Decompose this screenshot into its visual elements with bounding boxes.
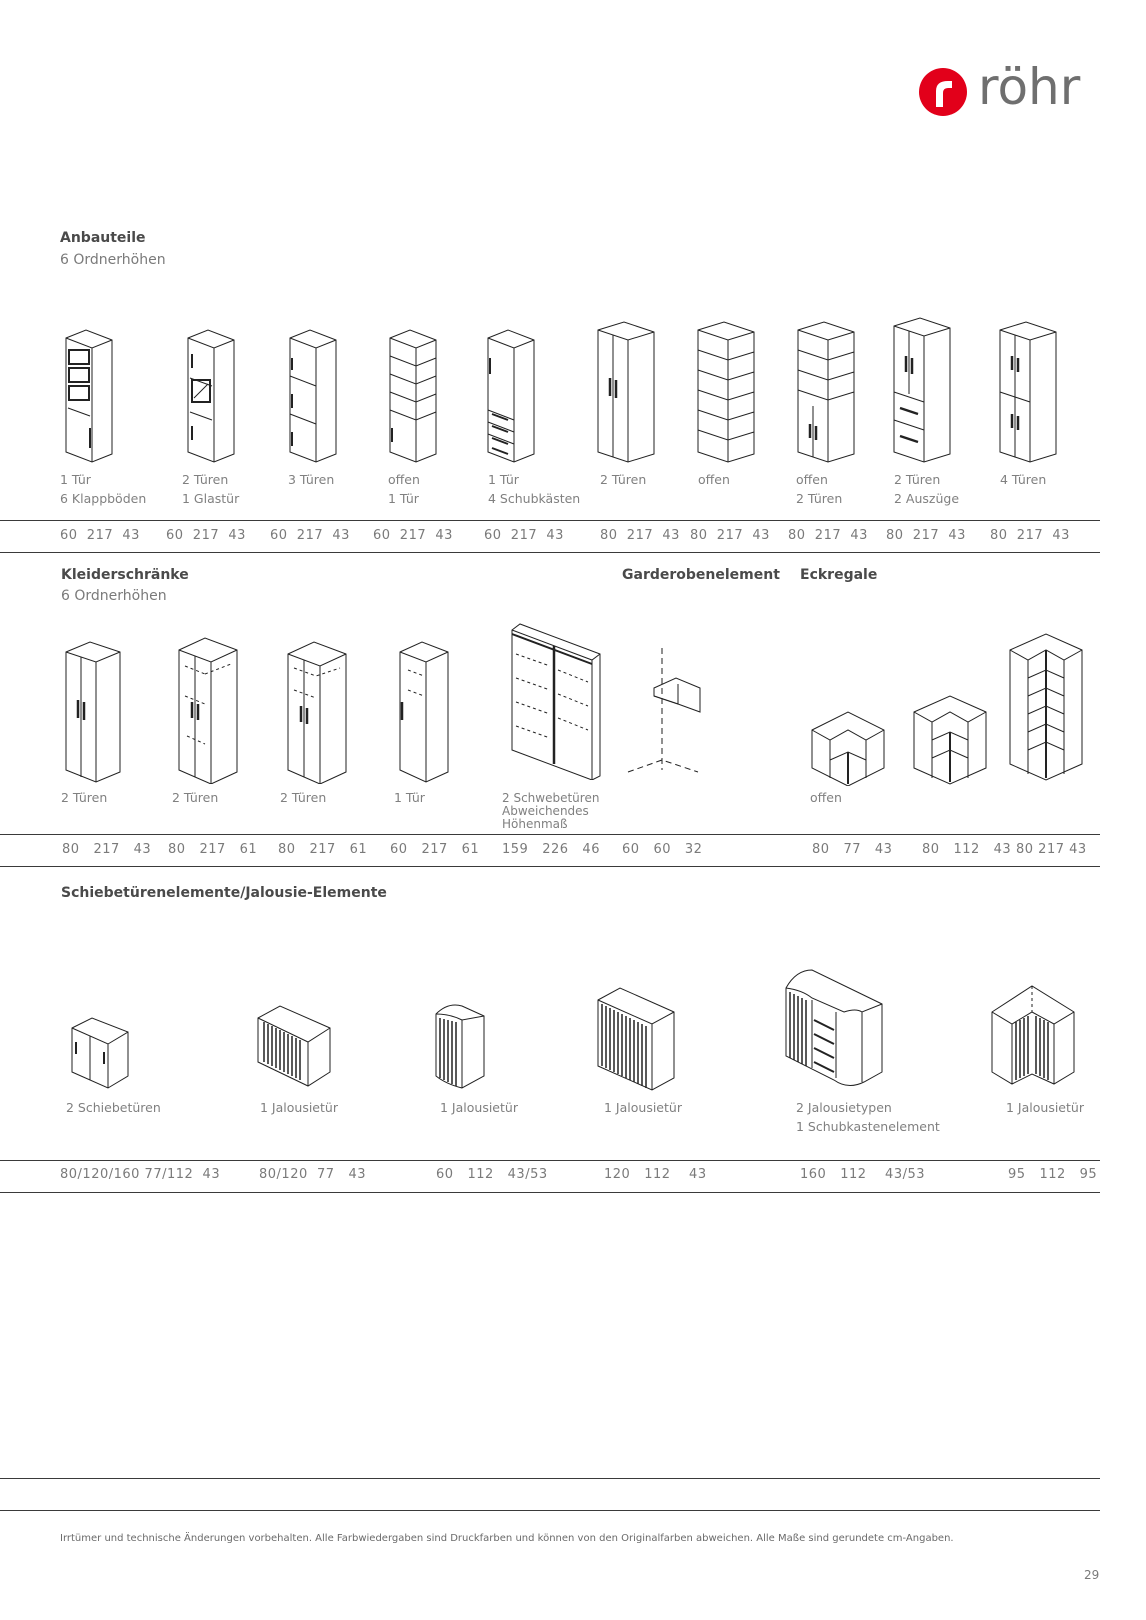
kleiderschrank-item-4-dims: 60 217 61 bbox=[390, 842, 480, 857]
section-title-anbauteile: Anbauteile bbox=[60, 230, 146, 246]
schiebetueren-item-6-dims: 95 112 95 bbox=[1008, 1167, 1098, 1182]
jalousie-60-icon bbox=[434, 1000, 486, 1092]
jalousie-kombination-schubkasten-icon bbox=[784, 968, 884, 1092]
kleiderschrank-item-2-label: 2 Türen bbox=[172, 790, 219, 805]
anbauteile-item-6-label: 2 Türen bbox=[600, 472, 647, 487]
brand-name: röhr bbox=[978, 58, 1081, 116]
cabinet-offen-80-icon bbox=[692, 320, 758, 464]
anbauteile-item-5-dims: 60 217 43 bbox=[484, 528, 564, 543]
schiebetueren-item-3-dims: 60 112 43/53 bbox=[436, 1167, 548, 1182]
kleiderschrank-item-5-label: 2 Schwebetüren Abweichendes Höhenmaß bbox=[502, 791, 600, 831]
section-title-kleiderschraenke: Kleiderschränke bbox=[61, 567, 189, 583]
schiebetueren-item-5-label: 2 Jalousietypen 1 Schubkastenelement bbox=[796, 1100, 940, 1134]
anbauteile-item-10-label: 4 Türen bbox=[1000, 472, 1047, 487]
kleiderschrank-item-1-dims: 80 217 43 bbox=[62, 842, 152, 857]
kleiderschrank-item-4-label: 1 Tür bbox=[394, 790, 425, 805]
wardrobe-2-schwebetueren-icon bbox=[508, 620, 604, 780]
cabinet-3-tueren-icon bbox=[284, 328, 340, 464]
brand-mark-icon bbox=[918, 67, 968, 117]
schiebetueren-item-1-dims: 80/120/160 77/112 43 bbox=[60, 1167, 221, 1182]
divider bbox=[0, 834, 1100, 835]
divider bbox=[0, 1192, 1100, 1193]
page-number: 29 bbox=[1084, 1568, 1100, 1582]
anbauteile-item-7-dims: 80 217 43 bbox=[690, 528, 770, 543]
garderobe-element-icon bbox=[626, 648, 706, 780]
schiebetueren-item-4-dims: 120 112 43 bbox=[604, 1167, 707, 1182]
jalousie-120-icon bbox=[596, 986, 676, 1092]
eckregal-item-1-label: offen bbox=[810, 790, 842, 805]
jalousie-eck-icon bbox=[990, 984, 1076, 1090]
kleiderschrank-item-2-dims: 80 217 61 bbox=[168, 842, 258, 857]
wardrobe-2-tueren-61-b-icon bbox=[284, 640, 350, 784]
cabinet-2-tueren-2-auszuege-icon bbox=[888, 316, 954, 464]
footer-disclaimer: Irrtümer und technische Änderungen vorbehalten. Alle Farbwiedergaben sind Druckfarben und können von den Originalfarben abweichen. Alle Maße sind gerundete cm-Angaben. bbox=[60, 1533, 954, 1544]
eckregal-item-3-dims: 80 217 43 bbox=[1016, 842, 1087, 857]
anbauteile-item-10-dims: 80 217 43 bbox=[990, 528, 1070, 543]
divider bbox=[0, 552, 1100, 553]
section-title-eckregale: Eckregale bbox=[800, 567, 878, 583]
schiebetueren-item-4-label: 1 Jalousietür bbox=[604, 1100, 682, 1115]
anbauteile-item-9-dims: 80 217 43 bbox=[886, 528, 966, 543]
anbauteile-item-4-label: offen 1 Tür bbox=[388, 472, 420, 506]
kleiderschrank-item-5-dims: 159 226 46 bbox=[502, 842, 600, 857]
divider bbox=[0, 866, 1100, 867]
jalousie-80-120-icon bbox=[256, 1004, 332, 1088]
anbauteile-item-2-dims: 60 217 43 bbox=[166, 528, 246, 543]
schiebetueren-item-2-dims: 80/120 77 43 bbox=[259, 1167, 366, 1182]
schiebetueren-item-6-label: 1 Jalousietür bbox=[1006, 1100, 1084, 1115]
schiebetueren-item-5-dims: 160 112 43/53 bbox=[800, 1167, 926, 1182]
eckregal-item-2-dims: 80 112 43 bbox=[922, 842, 1012, 857]
anbauteile-item-2-label: 2 Türen 1 Glastür bbox=[182, 472, 240, 506]
eckregal-item-1-dims: 80 77 43 bbox=[812, 842, 893, 857]
section-title-garderobe: Garderobenelement bbox=[622, 567, 780, 583]
wardrobe-2-tueren-61-a-icon bbox=[175, 636, 241, 784]
section-subtitle-anbauteile: 6 Ordnerhöhen bbox=[60, 252, 166, 268]
eckregal-tall-icon bbox=[1008, 632, 1084, 782]
kleiderschrank-item-3-label: 2 Türen bbox=[280, 790, 327, 805]
anbauteile-item-3-label: 3 Türen bbox=[288, 472, 335, 487]
kleiderschrank-item-1-label: 2 Türen bbox=[61, 790, 108, 805]
divider bbox=[0, 1478, 1100, 1479]
anbauteile-item-9-label: 2 Türen 2 Auszüge bbox=[894, 472, 960, 506]
wardrobe-1-tuer-icon bbox=[396, 640, 452, 784]
kleiderschrank-item-3-dims: 80 217 61 bbox=[278, 842, 368, 857]
cabinet-1-tuer-6-klappboeden-icon bbox=[60, 328, 116, 464]
garderobe-item-1-dims: 60 60 32 bbox=[622, 842, 703, 857]
wardrobe-2-tueren-43-icon bbox=[62, 640, 124, 784]
anbauteile-item-4-dims: 60 217 43 bbox=[373, 528, 453, 543]
eckregal-small-icon bbox=[810, 710, 886, 786]
anbauteile-item-1-label: 1 Tür 6 Klappböden bbox=[60, 472, 147, 506]
cabinet-2-tueren-1-glastuer-icon bbox=[182, 328, 238, 464]
anbauteile-item-5-label: 1 Tür 4 Schubkästen bbox=[488, 472, 581, 506]
cabinet-1-tuer-4-schubkaesten-icon bbox=[482, 328, 538, 464]
anbauteile-item-8-label: offen 2 Türen bbox=[796, 472, 843, 506]
divider bbox=[0, 1160, 1100, 1161]
divider bbox=[0, 520, 1100, 521]
brand-logo bbox=[918, 58, 1098, 126]
cabinet-offen-2-tueren-icon bbox=[792, 320, 858, 464]
schiebetueren-item-3-label: 1 Jalousietür bbox=[440, 1100, 518, 1115]
anbauteile-item-7-label: offen bbox=[698, 472, 730, 487]
cabinet-4-tueren-icon bbox=[994, 320, 1060, 464]
divider bbox=[0, 1510, 1100, 1511]
section-title-schiebetueren: Schiebetürenelemente/Jalousie-Elemente bbox=[61, 885, 387, 901]
anbauteile-item-1-dims: 60 217 43 bbox=[60, 528, 140, 543]
cabinet-offen-1-tuer-icon bbox=[384, 328, 440, 464]
schiebetueren-element-icon bbox=[70, 1016, 130, 1090]
section-subtitle-kleiderschraenke: 6 Ordnerhöhen bbox=[61, 588, 167, 604]
anbauteile-item-6-dims: 80 217 43 bbox=[600, 528, 680, 543]
schiebetueren-item-2-label: 1 Jalousietür bbox=[260, 1100, 338, 1115]
eckregal-medium-icon bbox=[912, 694, 988, 786]
schiebetueren-item-1-label: 2 Schiebetüren bbox=[66, 1100, 161, 1115]
anbauteile-item-8-dims: 80 217 43 bbox=[788, 528, 868, 543]
anbauteile-item-3-dims: 60 217 43 bbox=[270, 528, 350, 543]
cabinet-2-tueren-80-icon bbox=[592, 320, 658, 464]
